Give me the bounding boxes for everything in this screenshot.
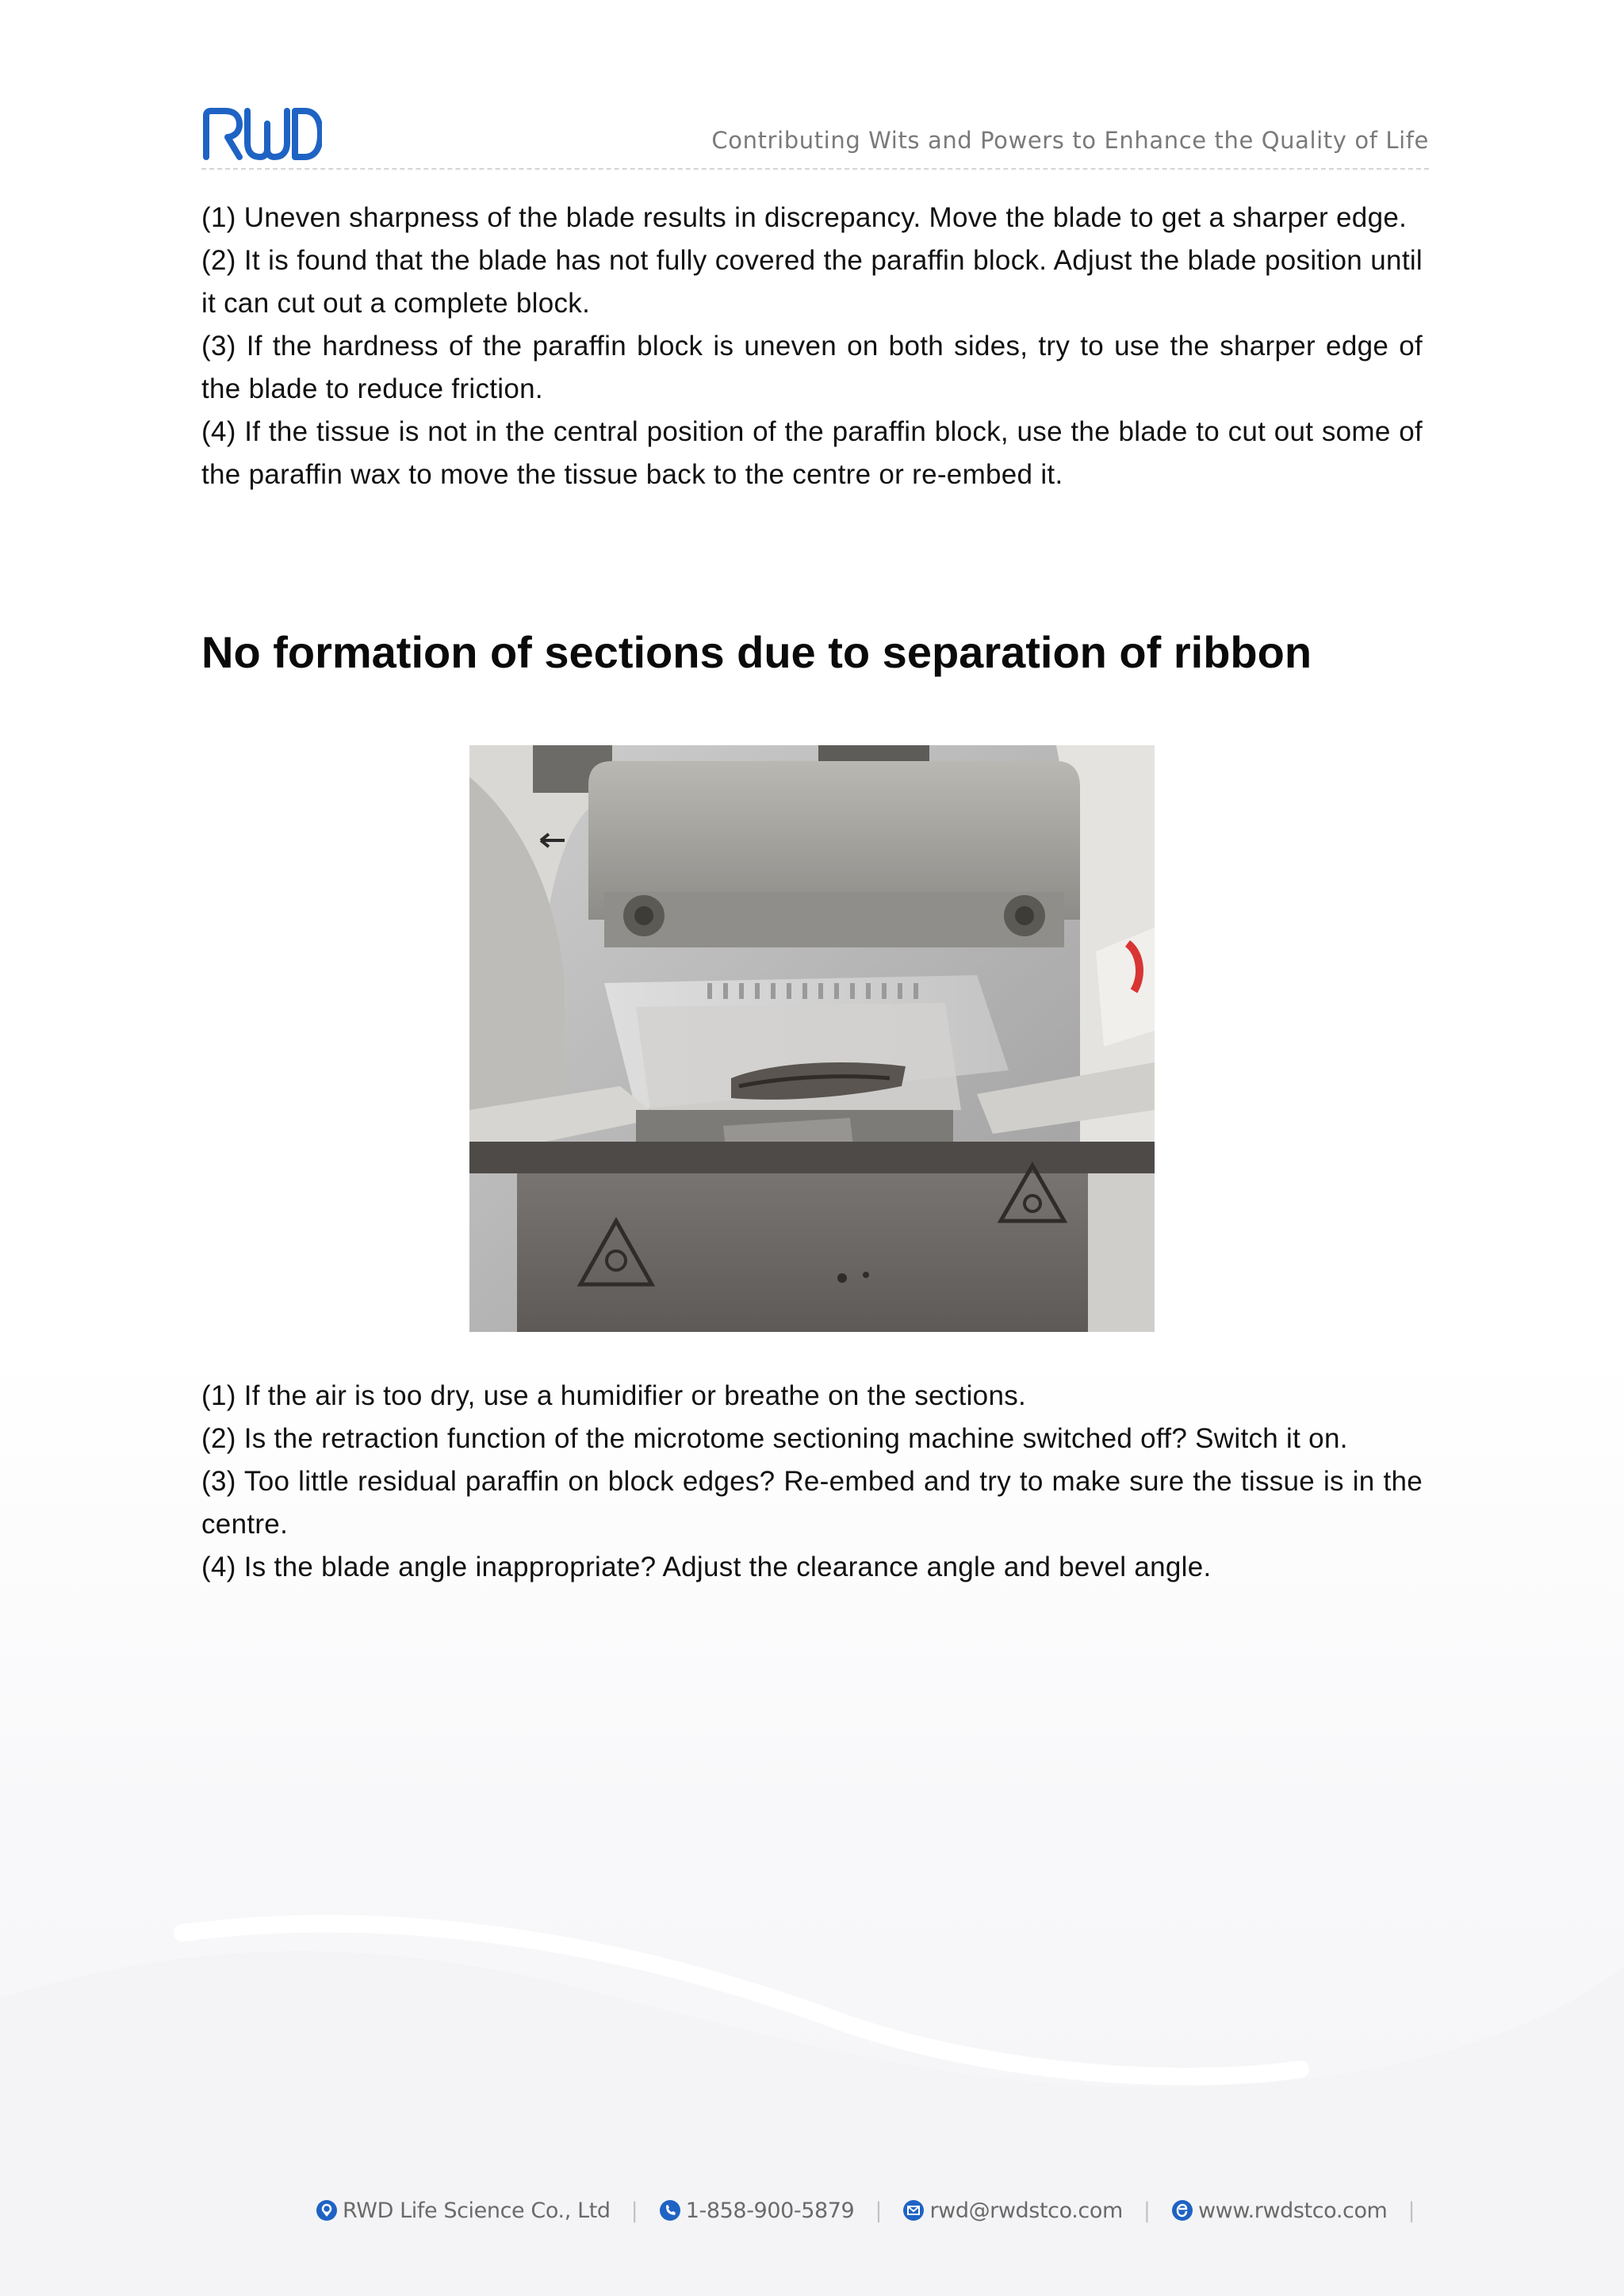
list-item: (1) If the air is too dry, use a humidifier or breathe on the sections. <box>201 1380 1027 1411</box>
troubleshooting-list-2 <box>201 1375 1423 1589</box>
phone-number[interactable]: 1-858-900-5879 <box>685 2198 855 2223</box>
footer-separator: | <box>875 2198 883 2223</box>
header-divider <box>201 168 1429 170</box>
company-name: RWD Life Science Co., Ltd <box>343 2198 611 2223</box>
list-item: (1) Uneven sharpness of the blade results in discrepancy. Move the blade to get a sharper edge. <box>201 202 1408 233</box>
list-item: (3) If the hardness of the paraffin block is uneven on both sides, try to use the sharper edge of the blade to reduce friction. <box>201 331 1423 404</box>
email-icon <box>902 2199 925 2221</box>
microtome-photo <box>469 745 1155 1332</box>
page-footer <box>316 2195 1436 2226</box>
email-link[interactable]: rwd@rwdstco.com <box>929 2198 1123 2223</box>
footer-email <box>902 2198 1122 2223</box>
footer-wave-decoration <box>0 1887 1624 2296</box>
rwd-logo <box>201 108 322 160</box>
list-item: (4) Is the blade angle inappropriate? Adjust the clearance angle and bevel angle. <box>201 1552 1212 1582</box>
website-link[interactable]: www.rwdstco.com <box>1198 2198 1388 2223</box>
troubleshooting-list-1 <box>201 197 1423 496</box>
list-item: (3) Too little residual paraffin on block edges? Re-embed and try to make sure the tissue is in the centre. <box>201 1466 1423 1540</box>
footer-phone <box>659 2198 855 2223</box>
footer-website <box>1171 2198 1387 2223</box>
footer-separator: | <box>1408 2198 1415 2223</box>
list-item: (2) Is the retraction function of the microtome sectioning machine switched off? Switch it on. <box>201 1423 1348 1454</box>
section-heading: No formation of sections due to separation of ribbon <box>201 627 1312 677</box>
footer-separator: | <box>630 2198 638 2223</box>
location-pin-icon <box>316 2199 338 2221</box>
list-item: (4) If the tissue is not in the central position of the paraffin block, use the blade to cut out some of the paraffin wax to move the tissue back to the centre or re-embed it. <box>201 416 1423 490</box>
header-tagline: Contributing Wits and Powers to Enhance the Quality of Life <box>711 127 1429 154</box>
list-item: (2) It is found that the blade has not fully covered the paraffin block. Adjust the blade position until it can cut out a complete block. <box>201 245 1423 319</box>
page-header <box>201 105 1429 170</box>
footer-separator: | <box>1143 2198 1151 2223</box>
footer-company <box>316 2198 611 2223</box>
globe-icon <box>1171 2199 1193 2221</box>
phone-icon <box>659 2199 681 2221</box>
